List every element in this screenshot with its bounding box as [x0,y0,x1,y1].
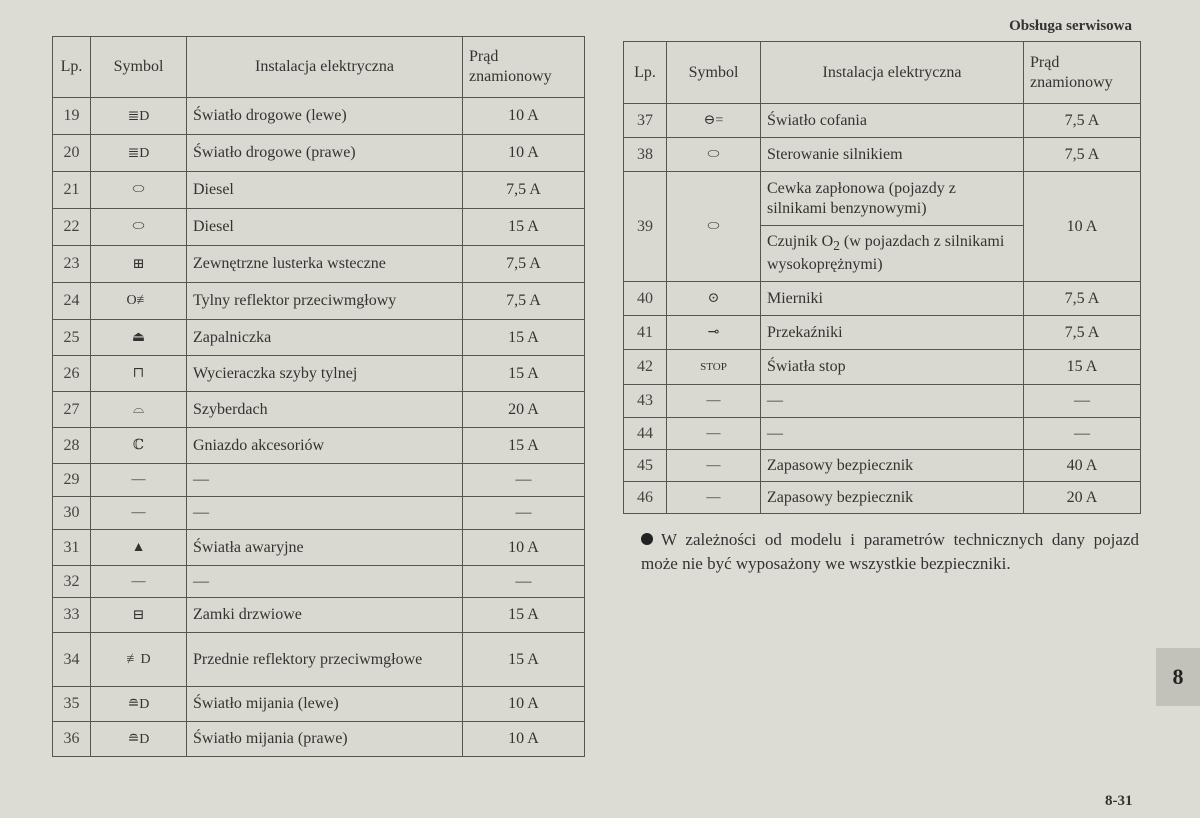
table-row [624,316,1141,350]
fuse-number: 33 [53,598,91,633]
none-icon: — [91,497,187,530]
table-header-row [624,42,1141,104]
engine-icon: ⬭ [667,138,761,172]
rated-current: 7,5 A [1024,316,1141,350]
none-icon: — [91,566,187,598]
circuit-name: — [761,385,1024,418]
rated-current: 7,5 A [463,246,585,283]
rated-current: 7,5 A [1024,282,1141,316]
fuse-number: 32 [53,566,91,598]
fuse-number: 31 [53,530,91,566]
fuse-number: 42 [624,350,667,385]
table-row [53,497,585,530]
rated-current: 15 A [463,356,585,392]
sunroof-icon: ⌓ [91,392,187,428]
rated-current: — [463,497,585,530]
fuse-number: 19 [53,98,91,135]
table-row [53,428,585,464]
fuse-table-right [623,41,1141,514]
rated-current: 15 A [463,598,585,633]
circuit-name: Gniazdo akcesoriów [187,428,463,464]
circuit-name: Światła stop [761,350,1024,385]
col-amp-header: Prąd znamionowy [463,37,585,98]
circuit-name [761,226,1024,282]
relay-icon: ⊸ [667,316,761,350]
fuse-number: 35 [53,687,91,722]
fuse-number: 40 [624,282,667,316]
table-row [53,687,585,722]
table-row [624,282,1141,316]
table-row [53,722,585,757]
fuse-number: 38 [624,138,667,172]
rated-current: 10 A [463,687,585,722]
bullet-icon [641,533,653,545]
rated-current: 15 A [463,209,585,246]
table-row [53,246,585,283]
circuit-name: Diesel [187,209,463,246]
fuse-number: 46 [624,482,667,514]
col-install-header: Instalacja elektryczna [187,37,463,98]
col-amp-header: Prąd znamionowy [1024,42,1141,104]
table-header-row [53,37,585,98]
fuse-number: 30 [53,497,91,530]
table-row [624,418,1141,450]
table-row [624,450,1141,482]
accessory-socket-icon: ℂ [91,428,187,464]
rated-current: — [1024,418,1141,450]
rated-current: — [1024,385,1141,418]
rated-current: 10 A [1024,172,1141,282]
rated-current: 15 A [463,320,585,356]
circuit-name: — [187,497,463,530]
circuit-name: Światło cofania [761,104,1024,138]
low-beam-icon: ≘D [91,722,187,757]
rated-current: — [463,464,585,497]
circuit-name: Zapalniczka [187,320,463,356]
table-row [624,138,1141,172]
circuit-name: Światło mijania (lewe) [187,687,463,722]
engine-icon: ⬭ [667,172,761,282]
col-lp-header: Lp. [53,37,91,98]
table-row [53,633,585,687]
none-icon: — [667,450,761,482]
table-row [624,104,1141,138]
table-row [53,135,585,172]
cigarette-lighter-icon: ⏏ [91,320,187,356]
rated-current: 20 A [1024,482,1141,514]
fuse-number: 21 [53,172,91,209]
rear-wiper-icon: ⊓ [91,356,187,392]
table-row [53,98,585,135]
fuse-number: 44 [624,418,667,450]
fuse-number: 29 [53,464,91,497]
front-fog-light-icon: ≢D [91,633,187,687]
col-lp-header: Lp. [624,42,667,104]
chapter-tab: 8 [1156,648,1200,706]
fuse-number: 36 [53,722,91,757]
fuse-number: 25 [53,320,91,356]
rated-current: 7,5 A [463,283,585,320]
table-row [624,172,1141,226]
fuse-number: 22 [53,209,91,246]
page-number: 8-31 [1105,793,1133,809]
rated-current: 15 A [463,428,585,464]
rated-current: 7,5 A [1024,138,1141,172]
circuit-name-part: Czujnik O [767,233,834,251]
table-row [624,482,1141,514]
door-lock-icon: ⊟ [91,598,187,633]
mirror-icon: ⊞ [91,246,187,283]
col-symbol-header: Symbol [667,42,761,104]
circuit-name: Światło mijania (prawe) [187,722,463,757]
none-icon: — [667,418,761,450]
rated-current: 20 A [463,392,585,428]
circuit-name: Światło drogowe (prawe) [187,135,463,172]
high-beam-icon: ≣D [91,98,187,135]
table-row [53,392,585,428]
hazard-icon: ▲ [91,530,187,566]
circuit-name-part: (w pojazdach z silnikami wysokoprężnymi) [767,233,1005,273]
table-row [53,598,585,633]
fuse-number: 28 [53,428,91,464]
circuit-name: Szyberdach [187,392,463,428]
table-row [53,356,585,392]
circuit-name: — [187,566,463,598]
rated-current: 10 A [463,135,585,172]
rated-current: 7,5 A [463,172,585,209]
engine-icon: ⬭ [91,172,187,209]
stop-light-icon: STOP [667,350,761,385]
footnote-text: W zależności od modelu i parametrów technicznych dany pojazd może nie być wyposażony we wszystkie bezpieczniki. [641,530,1139,573]
fuse-number: 37 [624,104,667,138]
subscript: 2 [833,238,840,254]
rated-current: 15 A [1024,350,1141,385]
circuit-name: — [761,418,1024,450]
engine-icon: ⬭ [91,209,187,246]
none-icon: — [667,385,761,418]
circuit-name: Przednie reflektory przeciwmgłowe [187,633,463,687]
rated-current: — [463,566,585,598]
table-row [53,209,585,246]
circuit-name: Tylny reflektor przeciwmgłowy [187,283,463,320]
table-row [53,320,585,356]
rated-current: 10 A [463,722,585,757]
circuit-name: Zamki drzwiowe [187,598,463,633]
circuit-name: Sterowanie silnikiem [761,138,1024,172]
rear-fog-light-icon: O≢ [91,283,187,320]
table-row [53,283,585,320]
col-install-header: Instalacja elektryczna [761,42,1024,104]
none-icon: — [91,464,187,497]
fuse-number: 39 [624,172,667,282]
circuit-name: Wycieraczka szyby tylnej [187,356,463,392]
fuse-number: 24 [53,283,91,320]
table-row [53,530,585,566]
table-row [624,350,1141,385]
fuse-number: 23 [53,246,91,283]
circuit-name: Światło drogowe (lewe) [187,98,463,135]
reverse-light-icon: ⊖= [667,104,761,138]
fuse-number: 34 [53,633,91,687]
gauge-icon: ⊙ [667,282,761,316]
low-beam-icon: ≘D [91,687,187,722]
table-row [53,172,585,209]
circuit-name: Cewka zapłonowa (pojazdy z silnikami benzynowymi) [761,172,1024,226]
footnote [641,528,1139,576]
circuit-name: Zapasowy bezpiecznik [761,450,1024,482]
circuit-name: Zewnętrzne lusterka wsteczne [187,246,463,283]
rated-current: 10 A [463,530,585,566]
circuit-name: — [187,464,463,497]
rated-current: 7,5 A [1024,104,1141,138]
rated-current: 15 A [463,633,585,687]
fuse-table-left [52,36,585,757]
table-row [53,464,585,497]
table-row [53,566,585,598]
page-header: Obsługa serwisowa [1009,18,1132,34]
fuse-number: 27 [53,392,91,428]
none-icon: — [667,482,761,514]
fuse-table-left-body [53,98,585,757]
fuse-number: 41 [624,316,667,350]
rated-current: 10 A [463,98,585,135]
circuit-name: Światła awaryjne [187,530,463,566]
circuit-name: Zapasowy bezpiecznik [761,482,1024,514]
col-symbol-header: Symbol [91,37,187,98]
fuse-table-right-body [624,104,1141,514]
circuit-name: Mierniki [761,282,1024,316]
fuse-number: 26 [53,356,91,392]
fuse-number: 20 [53,135,91,172]
rated-current: 40 A [1024,450,1141,482]
high-beam-icon: ≣D [91,135,187,172]
fuse-number: 43 [624,385,667,418]
circuit-name: Diesel [187,172,463,209]
table-row [624,385,1141,418]
circuit-name: Przekaźniki [761,316,1024,350]
fuse-number: 45 [624,450,667,482]
